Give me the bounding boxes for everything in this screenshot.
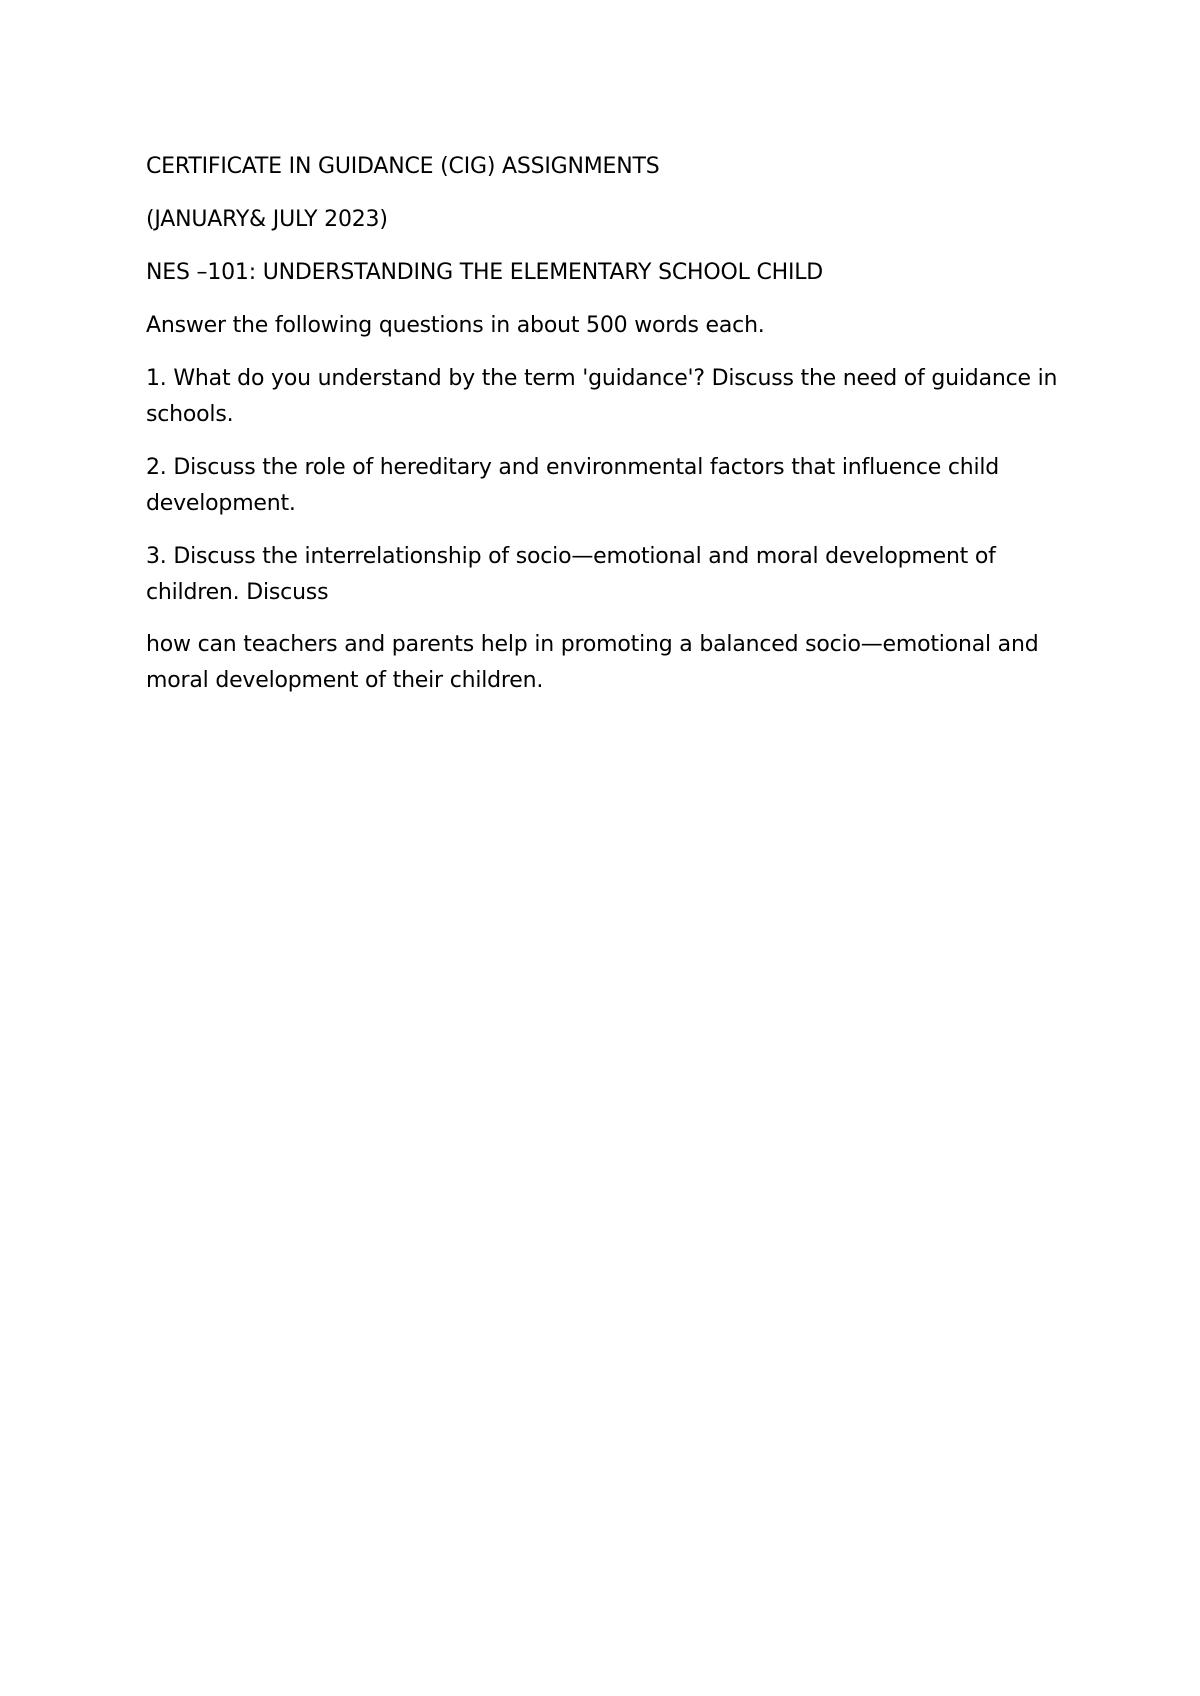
instruction-text: Answer the following questions in about 500 words each.	[146, 313, 765, 338]
document-session: (JANUARY& JULY 2023)	[146, 207, 388, 232]
document-body	[146, 149, 1066, 716]
question-3: 3. Discuss the interrelationship of socio—emotional and moral development of children. Discuss	[146, 544, 996, 605]
document-title: CERTIFICATE IN GUIDANCE (CIG) ASSIGNMENTS	[146, 154, 660, 179]
question-2: 2. Discuss the role of hereditary and environmental factors that influence child development.	[146, 455, 1000, 516]
question-3-continued: how can teachers and parents help in promoting a balanced socio—emotional and moral development of their children.	[146, 632, 1039, 693]
question-1: 1. What do you understand by the term 'guidance'? Discuss the need of guidance in schools.	[146, 366, 1058, 427]
course-title: NES –101: UNDERSTANDING THE ELEMENTARY SCHOOL CHILD	[146, 260, 824, 285]
